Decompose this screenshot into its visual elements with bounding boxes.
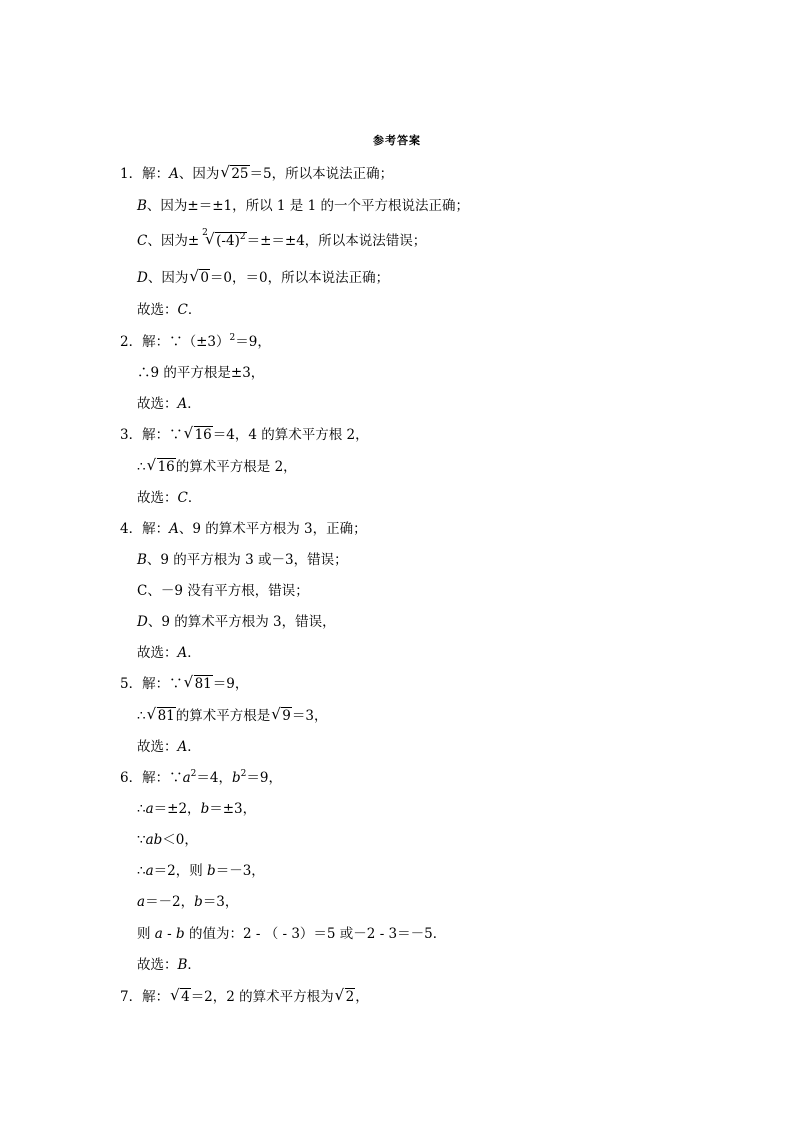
answer-number: 4． [120, 521, 143, 537]
sqrt-expression: √ 9 [271, 706, 292, 726]
answer-5-line-2: ∴√ 81的算术平方根是√ 9＝3， [137, 706, 327, 726]
sqrt-expression: √ 25 [220, 164, 249, 184]
answer-6-choice: 故选：B． [137, 957, 201, 973]
answer-3-line-2: ∴√ 16的算术平方根是 2， [137, 457, 297, 477]
answer-6-line-3: ∵ab＜0， [137, 832, 198, 848]
answer-4-choice: 故选：A． [137, 645, 201, 661]
sqrt-expression: √ 0 [189, 268, 210, 288]
answer-6-line-6: 则 a - b 的值为：2 - （ - 3）＝5 或－2 - 3＝－5． [137, 926, 447, 942]
answer-number: 5． [120, 676, 143, 692]
answer-7-line-1: 7．解：√ 4＝2，2 的算术平方根为√ 2， [120, 987, 369, 1007]
answer-6-line-5: a＝－2，b＝3， [137, 894, 239, 910]
sqrt-expression: √ 16 [147, 457, 176, 477]
answer-5-choice: 故选：A． [137, 739, 201, 755]
answer-4-line-4: D、9 的算术平方根为 3，错误， [137, 614, 336, 630]
answer-2-choice: 故选：A． [137, 396, 201, 412]
sqrt-expression: √ 81 [147, 706, 176, 726]
answer-number: 7． [120, 989, 143, 1005]
answer-1-line-3: C、因为± √ 2 $(-4)^2=\pm=\pm 4$，所以本说法错误； [137, 231, 426, 251]
sqrt-expression: √ 4 [170, 987, 191, 1007]
answer-6-line-4: ∴a＝2，则 b＝－3， [137, 863, 265, 879]
root-expression: √ 2 $(-4)^2$ [205, 231, 246, 251]
answer-6-line-2: ∴a＝±2，b＝±3， [137, 801, 257, 817]
answer-1-line-1: 1．解：A、因为√ 25＝5，所以本说法正确； [120, 164, 393, 184]
sqrt-expression: √ 16 [184, 425, 213, 445]
answer-1-line-4: D、因为√ 0＝0，＝0，所以本说法正确； [137, 268, 389, 288]
answer-4-line-1: 4．解：A、9 的算术平方根为 3，正确； [120, 521, 367, 537]
sqrt-expression: √ 2 [335, 987, 356, 1007]
answer-number: 6． [120, 770, 143, 786]
answer-3-line-1: 3．解：∵√ 16＝4，4 的算术平方根 2， [120, 425, 369, 445]
answer-5-line-1: 5．解：∵√ 81＝9， [120, 674, 248, 694]
answer-1-choice: 故选：C． [137, 302, 202, 318]
answer-2-line-2: ∴9 的平方根是±3， [137, 365, 265, 381]
answer-number: 3． [120, 427, 143, 443]
page-title: 参考答案 [373, 134, 421, 147]
answer-6-line-1: 6．解：$\because a^2=4$，$b^2=9$， [120, 769, 282, 786]
answer-1-line-2: B、因为±＝±1，所以 1 是 1 的一个平方根说法正确； [137, 198, 469, 214]
answer-3-choice: 故选：C． [137, 490, 202, 506]
sqrt-expression: √ 81 [184, 674, 213, 694]
answer-4-line-3: C、－9 没有平方根，错误； [137, 583, 309, 599]
answer-number: 2． [120, 334, 143, 350]
answer-4-line-2: B、9 的平方根为 3 或－3，错误； [137, 552, 348, 568]
answer-number: 1． [120, 166, 143, 182]
answer-2-line-1: 2．解：$\because(\pm 3)^2=9$， [120, 333, 271, 350]
